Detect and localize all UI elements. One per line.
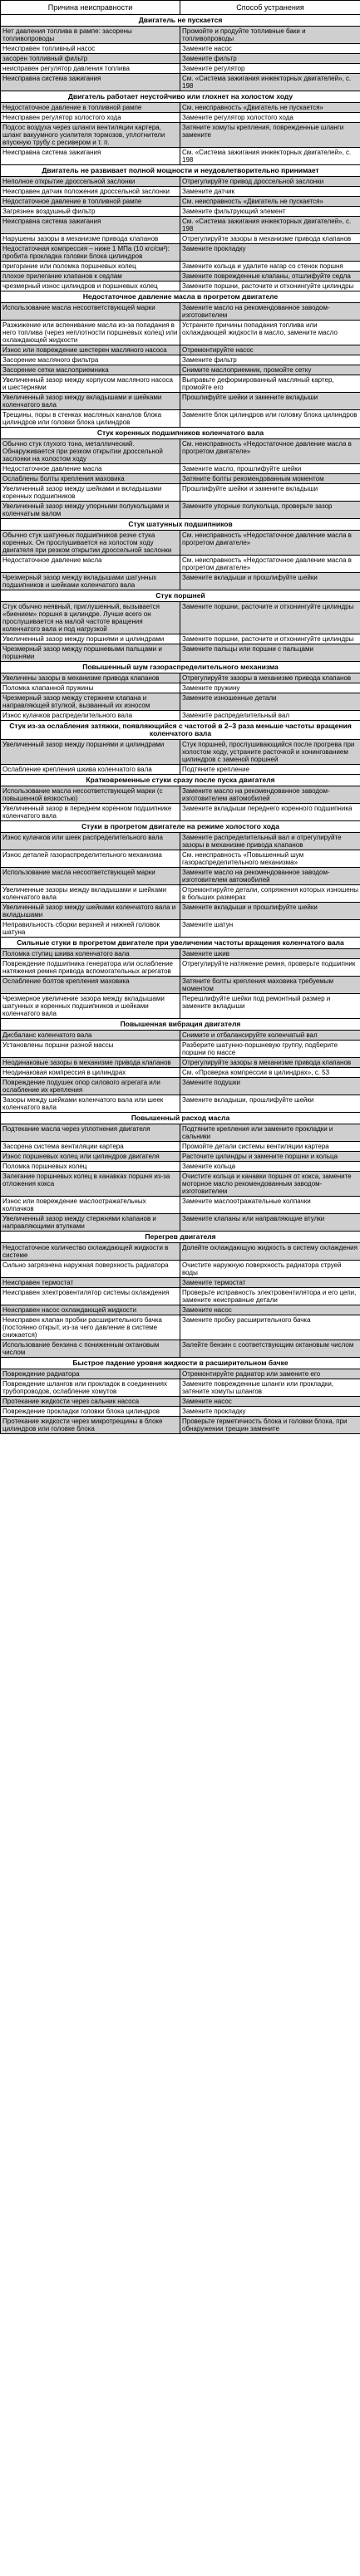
cause-cell: Неисправна система зажигания — [1, 148, 180, 165]
cause-cell: Сильно загрязнена наружная поверхность радиатора — [1, 1261, 180, 1278]
section-heading: Повышенный расход масла — [1, 1113, 360, 1124]
section-heading-row — [1, 821, 360, 833]
cause-cell: Увеличенный зазор между шейками коленчатого вала и вкладышами — [1, 903, 180, 920]
fix-cell: Прошлифуйте шейки и замените вкладыши — [180, 393, 360, 410]
table-row — [1, 44, 360, 54]
cause-cell: Увеличенные зазоры между вкладышами и шейками коленчатого вала — [1, 885, 180, 903]
section-heading-row — [1, 1019, 360, 1031]
section-heading-row — [1, 165, 360, 177]
cause-cell: Увеличенный зазор между корпусом масляного насоса и шестернями — [1, 375, 180, 393]
table-row — [1, 1172, 360, 1197]
table-row — [1, 321, 360, 345]
fix-cell: Прошлифуйте шейки и замените вкладыши — [180, 484, 360, 502]
table-row — [1, 103, 360, 113]
table-row — [1, 1197, 360, 1214]
fix-cell: Замените подушки — [180, 1078, 360, 1095]
table-row — [1, 207, 360, 217]
cause-cell: Недостаточное количество охлаждающей жидкости в системе — [1, 1243, 180, 1261]
table-row — [1, 1095, 360, 1113]
fix-cell: Затяните болты крепления маховика требуемым моментом — [180, 977, 360, 994]
table-row — [1, 262, 360, 272]
table-row — [1, 1124, 360, 1142]
cause-cell: Недостаточное давление масла — [1, 556, 180, 573]
fix-cell: Залейте бензин с соответствующим октановым числом — [180, 1340, 360, 1358]
table-row — [1, 345, 360, 355]
cause-cell: Ослабление болтов крепления маховика — [1, 977, 180, 994]
table-row — [1, 244, 360, 262]
cause-cell: Использование масла несоответствующей марки (с повышенной вязкостью) — [1, 786, 180, 804]
cause-cell: Стук обычно неявный, приглушенный, вызывается «биением» поршня в цилиндре. Лучше всего он прослушивается на малой частоте вращения коленчатого вала и под нагрузкой — [1, 602, 180, 634]
cause-cell: Неисправен электровентилятор системы охлаждения — [1, 1288, 180, 1305]
table-row — [1, 903, 360, 920]
table-row — [1, 1379, 360, 1397]
fix-cell: Очистите кольца и канавки поршня от кокса, замените моторное масло рекомендованным заводом-изготовителем — [180, 1172, 360, 1197]
table-row — [1, 410, 360, 428]
table-row — [1, 1278, 360, 1288]
table-row — [1, 1261, 360, 1278]
fix-cell: См. неисправность «Повышенный шум газораспределительного механизма» — [180, 850, 360, 868]
table-row — [1, 217, 360, 234]
fix-cell: Затяните хомуты крепления, поврежденные шланги замените — [180, 123, 360, 148]
fix-cell: Замените вкладыши, прошлифуйте шейки — [180, 1095, 360, 1113]
table-row — [1, 1417, 360, 1434]
fix-cell: См. неисправность «Двигатель не пускается» — [180, 197, 360, 207]
cause-cell: Неисправен клапан пробки расширительного бачка (постоянно открыт, из-за чего давление в системе снижается) — [1, 1315, 180, 1340]
section-heading-row — [1, 519, 360, 531]
table-row — [1, 464, 360, 474]
table-row — [1, 1288, 360, 1305]
table-row — [1, 148, 360, 165]
cause-cell: Износ или повреждение маслоотражательных колпачков — [1, 1197, 180, 1214]
fix-cell: Замените прокладку — [180, 244, 360, 262]
cause-cell: засорен топливный фильтр — [1, 54, 180, 64]
fix-cell: Замените масло на рекомендованное заводом-изготовителем автомобилей — [180, 786, 360, 804]
table-row — [1, 1369, 360, 1379]
header-fix: Способ устранения — [180, 1, 360, 15]
table-row — [1, 177, 360, 187]
cause-cell: Поломка клапанной пружины — [1, 683, 180, 693]
cause-cell: Износ поршневых колец или цилиндров двигателя — [1, 1152, 180, 1162]
table-row — [1, 502, 360, 519]
fix-cell: Устраните причины попадания топлива или охлаждающей жидкости в масло, замените масло — [180, 321, 360, 345]
section-heading-row — [1, 1113, 360, 1124]
cause-cell: Увеличенный зазор между поршнями и цилиндрами — [1, 740, 180, 765]
table-body — [1, 15, 360, 1434]
cause-cell: Недостаточное давление масла — [1, 464, 180, 474]
fix-cell: Замените поршни, расточите и отхонингуйте цилиндры — [180, 634, 360, 644]
section-heading: Двигатель работает неустойчиво или глохнет на холостом ходу — [1, 91, 360, 103]
table-row — [1, 74, 360, 91]
table-row — [1, 272, 360, 282]
cause-cell: Увеличенный зазор между стержнями клапанов и направляющими втулками — [1, 1214, 180, 1232]
fix-cell: Промойте и продуйте топливные баки и топливопроводы — [180, 27, 360, 44]
fix-cell: Замените шкив — [180, 949, 360, 959]
cause-cell: Использование бензина с пониженным октановым числом — [1, 1340, 180, 1358]
table-row — [1, 786, 360, 804]
cause-cell: Неисправен термостат — [1, 1278, 180, 1288]
fix-cell: Отремонтируйте детали, сопряжения которых изношены в больших размерах — [180, 885, 360, 903]
cause-cell: Засорение сетки маслоприемника — [1, 365, 180, 375]
table-row — [1, 474, 360, 484]
fix-cell: Замените регулятор — [180, 64, 360, 74]
fix-cell: Стук поршней, прослушивающийся после прогрева при холостом ходу, устраните расточкой и хонингованием цилиндров с заменой поршней — [180, 740, 360, 765]
fix-cell: Проверьте герметичность блока и головки блока, при обнаружении трещин замените — [180, 1417, 360, 1434]
cause-cell: Износ или повреждение шестерен масляного насоса — [1, 345, 180, 355]
cause-cell: Увеличенный зазор между шейками и вкладышами коренных подшипников — [1, 484, 180, 502]
cause-cell: чрезмерный износ цилиндров и поршневых колец — [1, 282, 180, 291]
fix-cell: Замените прокладку — [180, 1407, 360, 1417]
cause-cell: Увеличенный зазор между поршнями и цилиндрами — [1, 634, 180, 644]
cause-cell: Износ кулачков распределительного вала — [1, 711, 180, 721]
section-heading: Недостаточное давление масла в прогретом двигателе — [1, 291, 360, 303]
fix-cell: Замените поршни, расточите и отхонингуйте цилиндры — [180, 282, 360, 291]
section-heading-row — [1, 590, 360, 602]
section-heading: Двигатель не развивает полной мощности и неудовлетворительно принимает — [1, 165, 360, 177]
cause-cell: Чрезмерный зазор между стержнем клапана и направляющей втулкой, вызванный их износом — [1, 693, 180, 711]
cause-cell: Залегание поршневых колец в канавках поршня из-за отложения кокса — [1, 1172, 180, 1197]
table-row — [1, 1305, 360, 1315]
cause-cell: Неполное открытие дроссельной заслонки — [1, 177, 180, 187]
cause-cell: Засорена система вентиляции картера — [1, 1142, 180, 1152]
cause-cell: Загрязнен воздушный фильтр — [1, 207, 180, 217]
cause-cell: Чрезмерный зазор между поршневыми пальцами и поршнями — [1, 644, 180, 662]
section-heading-row — [1, 938, 360, 949]
table-row — [1, 920, 360, 938]
cause-cell: Неисправен регулятор холостого хода — [1, 113, 180, 123]
table-row — [1, 683, 360, 693]
cause-cell: Чрезмерное увеличение зазора между вкладышами шатунных и коренных подшипников и шейками коленчатого вала — [1, 994, 180, 1019]
table-row — [1, 64, 360, 74]
fix-cell: Перешлифуйте шейки под ремонтный размер и замените вкладыши — [180, 994, 360, 1019]
fix-cell: Замените маслоотражательные колпачки — [180, 1197, 360, 1214]
fix-cell: Замените вкладыши переднего коренного подшипника — [180, 804, 360, 821]
cause-cell: Неодинаковые зазоры в механизме привода клапанов — [1, 1058, 180, 1068]
table-row — [1, 1152, 360, 1162]
cause-cell: Повреждение подушек опор силового агрегата или ослабление их крепления — [1, 1078, 180, 1095]
table-row — [1, 1068, 360, 1078]
fix-cell: Разберите шатунно-поршневую группу, подберите поршни по массе — [180, 1041, 360, 1058]
cause-cell: Трещины, поры в стенках масляных каналов блока цилиндров или головки блока цилиндров — [1, 410, 180, 428]
table-row — [1, 1142, 360, 1152]
cause-cell: Недостаточное давление в топливной рампе — [1, 197, 180, 207]
table-row — [1, 602, 360, 634]
cause-cell: Недостаточная компрессия – ниже 1 МПа (10 кгс/см²): пробита прокладка головки блока цилиндров — [1, 244, 180, 262]
table-row — [1, 1214, 360, 1232]
fix-cell: Замените фильтр — [180, 54, 360, 64]
fix-cell: Подтяните крепления или замените прокладки и сальники — [180, 1124, 360, 1142]
table-row — [1, 833, 360, 850]
table-row — [1, 303, 360, 321]
cause-cell: Засорение масляного фильтра — [1, 355, 180, 365]
section-heading-row — [1, 775, 360, 786]
cause-cell: Увеличенный зазор между вкладышами и шейками коленчатого вала — [1, 393, 180, 410]
fix-cell: Замените масло на рекомендованное заводом-изготовителем — [180, 303, 360, 321]
cause-cell: Протекание жидкости через микротрещины в блоке цилиндров или головке блока — [1, 1417, 180, 1434]
cause-cell: пригорание или поломка поршневых колец — [1, 262, 180, 272]
table-row — [1, 123, 360, 148]
fix-cell: См. неисправность «Двигатель не пускается» — [180, 103, 360, 113]
table-row — [1, 556, 360, 573]
fix-cell: Снимите и отбалансируйте коленчатый вал — [180, 1031, 360, 1041]
table-row — [1, 1397, 360, 1407]
fix-cell: Очистите наружную поверхность радиатора струей воды — [180, 1261, 360, 1278]
cause-cell: Установлены поршни разной массы — [1, 1041, 180, 1058]
table-row — [1, 393, 360, 410]
section-heading: Стук из-за ослабления затяжки, появляющийся с частотой в 2–3 раза меньше частоты вращения коленчатого вала — [1, 721, 360, 740]
fix-cell: Замените пальцы или поршни с пальцами — [180, 644, 360, 662]
cause-cell: Повреждение прокладки головки блока цилиндров — [1, 1407, 180, 1417]
cause-cell: Использование масла несоответствующей марки — [1, 868, 180, 885]
cause-cell: Неисправна система зажигания — [1, 74, 180, 91]
table-row — [1, 365, 360, 375]
cause-cell: Увеличены зазоры в механизме привода клапанов — [1, 673, 180, 683]
section-heading: Стук коренных подшипников коленчатого вала — [1, 428, 360, 439]
cause-cell: Использование масла несоответствующей марки — [1, 303, 180, 321]
section-heading: Кратковременные стуки сразу после пуска двигателя — [1, 775, 360, 786]
section-heading: Сильные стуки в прогретом двигателе при увеличении частоты вращения коленчатого вала — [1, 938, 360, 949]
fix-cell: См. «Система зажигания инжекторных двигателей», с. 198 — [180, 148, 360, 165]
table-row — [1, 868, 360, 885]
section-heading: Перегрев двигателя — [1, 1232, 360, 1243]
fix-cell: Замените изношенные детали — [180, 693, 360, 711]
table-row — [1, 765, 360, 775]
cause-cell: Зазоры между шейками коленчатого вала или шеек коленчатого вала — [1, 1095, 180, 1113]
cause-cell: Ослаблены болты крепления маховика — [1, 474, 180, 484]
table-row — [1, 531, 360, 556]
fix-cell: Замените упорные полукольца, проверьте зазор — [180, 502, 360, 519]
table-row — [1, 977, 360, 994]
section-heading-row — [1, 1232, 360, 1243]
cause-cell: Неисправен насос охлаждающей жидкости — [1, 1305, 180, 1315]
fix-cell: См. «Система зажигания инжекторных двигателей», с. 198 — [180, 74, 360, 91]
section-heading-row — [1, 1358, 360, 1369]
section-heading: Повышенная вибрация двигателя — [1, 1019, 360, 1031]
section-heading: Быстрое падение уровня жидкости в расширительном бачке — [1, 1358, 360, 1369]
table-row — [1, 949, 360, 959]
table-row — [1, 197, 360, 207]
table-row — [1, 355, 360, 365]
cause-cell: Увеличенный зазор между упорными полукольцами и коленчатым валом — [1, 502, 180, 519]
table-row — [1, 850, 360, 868]
fix-cell: Замените фильтр — [180, 355, 360, 365]
table-row — [1, 634, 360, 644]
table-row — [1, 740, 360, 765]
table-row — [1, 804, 360, 821]
fix-cell: Проверьте исправность электровентилятора и его цепи, замените неисправные детали — [180, 1288, 360, 1305]
fix-cell: Замените распределительный вал — [180, 711, 360, 721]
table-row — [1, 994, 360, 1019]
fix-cell: Замените пружину — [180, 683, 360, 693]
fix-cell: Замените поршни, расточите и отхонингуйте цилиндры — [180, 602, 360, 634]
fix-cell: Замените датчик — [180, 187, 360, 197]
fix-cell: Отремонтируйте радиатор или замените его — [180, 1369, 360, 1379]
fix-cell: Долейте охлаждающую жидкость в систему охлаждения — [180, 1243, 360, 1261]
cause-cell: Увеличенный зазор в переднем коренном подшипнике коленчатого вала — [1, 804, 180, 821]
section-heading: Стук шатунных подшипников — [1, 519, 360, 531]
fix-cell: Замените кольца и удалите нагар со стенок поршня — [180, 262, 360, 272]
fix-cell: Замените вкладыши и прошлифуйте шейки — [180, 903, 360, 920]
fix-cell: Замените регулятор холостого хода — [180, 113, 360, 123]
fix-cell: См. «Проверка компрессии в цилиндрах», с. 53 — [180, 1068, 360, 1078]
cause-cell: Протекание жидкости через сальник насоса — [1, 1397, 180, 1407]
cause-cell: Нарушены зазоры в механизме привода клапанов — [1, 234, 180, 244]
table-row — [1, 1162, 360, 1172]
table-row — [1, 1340, 360, 1358]
table-row — [1, 959, 360, 977]
fix-cell: Расточите цилиндры и замените поршни и кольца — [180, 1152, 360, 1162]
fix-cell: Подтяните крепление — [180, 765, 360, 775]
cause-cell: Нет давления топлива в рампе: засорены топливопроводы — [1, 27, 180, 44]
cause-cell: Дисбаланс коленчатого вала — [1, 1031, 180, 1041]
cause-cell: Неисправен топливный насос — [1, 44, 180, 54]
table-row — [1, 711, 360, 721]
cause-cell: Подсос воздуха через шланги вентиляции картера, шланг вакуумного усилителя тормозов, уплотнители впускную трубу с ресивером и т. п. — [1, 123, 180, 148]
cause-cell: Поломка ступиц шкива коленчатого вала — [1, 949, 180, 959]
table-row — [1, 573, 360, 590]
section-heading: Стук поршней — [1, 590, 360, 602]
section-heading-row — [1, 15, 360, 27]
table-row — [1, 439, 360, 464]
fix-cell: Замените масло на рекомендованное заводом-изготовителем автомобилей — [180, 868, 360, 885]
section-heading-row — [1, 91, 360, 103]
table-row — [1, 693, 360, 711]
cause-cell: Неправильность сборки верхней и нижней головок шатуна — [1, 920, 180, 938]
cause-cell: Неисправен датчик положения дроссельной заслонки — [1, 187, 180, 197]
table-row — [1, 27, 360, 44]
cause-cell: Подтекание масла через уплотнения двигателя — [1, 1124, 180, 1142]
table-row — [1, 113, 360, 123]
section-heading: Стуки в прогретом двигателе на режиме холостого хода — [1, 821, 360, 833]
table-row — [1, 187, 360, 197]
fix-cell: См. неисправность «Недостаточное давление масла в прогретом двигателе» — [180, 439, 360, 464]
fix-cell: Замените распределительный вал и отрегулируйте зазоры в механизме привода клапанов — [180, 833, 360, 850]
cause-cell: Повреждение подшипника генератора или ослабление натяжения ремня привода вспомогательных агрегатов — [1, 959, 180, 977]
table-row — [1, 1315, 360, 1340]
cause-cell: Неисправна система зажигания — [1, 217, 180, 234]
cause-cell: Поломка поршневых колец — [1, 1162, 180, 1172]
table-row — [1, 1407, 360, 1417]
cause-cell: Неодинаковая компрессия в цилиндрах — [1, 1068, 180, 1078]
table-row — [1, 885, 360, 903]
cause-cell: Износ кулачков или шеек распределительного вала — [1, 833, 180, 850]
fix-cell: Отрегулируйте зазоры в механизме привода клапанов — [180, 673, 360, 683]
fix-cell: Замените насос — [180, 44, 360, 54]
section-heading: Повышенный шум газораспределительного механизма — [1, 662, 360, 673]
fix-cell: Замените пробку расширительного бачка — [180, 1315, 360, 1340]
fix-cell: Замените насос — [180, 1305, 360, 1315]
cause-cell: Повреждение радиатора — [1, 1369, 180, 1379]
fix-cell: Замените клапаны или направляющие втулки — [180, 1214, 360, 1232]
fix-cell: Отремонтируйте насос — [180, 345, 360, 355]
fix-cell: Замените шатун — [180, 920, 360, 938]
table-header-row — [1, 1, 360, 15]
fix-cell: См. неисправность «Недостаточное давление масла в прогретом двигателе» — [180, 531, 360, 556]
table-row — [1, 54, 360, 64]
table-row — [1, 1031, 360, 1041]
header-cause: Причина неисправности — [1, 1, 180, 15]
cause-cell: плохое прилегание клапанов к седлам — [1, 272, 180, 282]
section-heading: Двигатель не пускается — [1, 15, 360, 27]
table-row — [1, 673, 360, 683]
fix-cell: Замените масло, прошлифуйте шейки — [180, 464, 360, 474]
fix-cell: Замените кольца — [180, 1162, 360, 1172]
fix-cell: См. «Система зажигания инжекторных двигателей», с. 198 — [180, 217, 360, 234]
cause-cell: Недостаточное давление в топливной рампе — [1, 103, 180, 113]
fix-cell: Промойте детали системы вентиляции картера — [180, 1142, 360, 1152]
fix-cell: Замените вкладыши и прошлифуйте шейки — [180, 573, 360, 590]
cause-cell: Разжижение или вспенивание масла из-за попадания в него топлива (через неплотности поршневых колец) или охлаждающей жидкости — [1, 321, 180, 345]
fix-cell: Выправьте деформированный масляный картер, промойте его — [180, 375, 360, 393]
table-row — [1, 484, 360, 502]
fix-cell: Замените насос — [180, 1397, 360, 1407]
cause-cell: Ослабление крепления шкива коленчатого вала — [1, 765, 180, 775]
fix-cell: Замените блок цилиндров или головку блока цилиндров — [180, 410, 360, 428]
cause-cell: Повреждение шлангов или прокладок в соединениях трубопроводов, ослабление хомутов — [1, 1379, 180, 1397]
fix-cell: Отрегулируйте зазоры в механизме привода клапанов — [180, 234, 360, 244]
section-heading-row — [1, 291, 360, 303]
fix-cell: Замените фильтрующий элемент — [180, 207, 360, 217]
table-row — [1, 1078, 360, 1095]
fix-cell: Замените поврежденные шланги или прокладки, затяните хомуты шлангов — [180, 1379, 360, 1397]
cause-cell: Чрезмерный зазор между вкладышами шатунных подшипников и шейками коленчатого вала — [1, 573, 180, 590]
cause-cell: неисправен регулятор давления топлива — [1, 64, 180, 74]
fix-cell: Отрегулируйте натяжение ремня, проверьте подшипник — [180, 959, 360, 977]
table-row — [1, 1058, 360, 1068]
section-heading-row — [1, 428, 360, 439]
section-heading-row — [1, 721, 360, 740]
table-row — [1, 375, 360, 393]
table-row — [1, 644, 360, 662]
cause-cell: Износ деталей газораспределительного механизма — [1, 850, 180, 868]
table-row — [1, 1041, 360, 1058]
fix-cell: Отрегулируйте зазоры в механизме привода клапанов — [180, 1058, 360, 1068]
section-heading-row — [1, 662, 360, 673]
fix-cell: Замените термостат — [180, 1278, 360, 1288]
cause-cell: Обычно стук шатунных подшипников резче стука коренных. Он прослушивается на холостом ходу двигателя при резком открытии дроссельной заслонки — [1, 531, 180, 556]
table-row — [1, 282, 360, 291]
fix-cell: Отрегулируйте привод дроссельной заслонки — [180, 177, 360, 187]
fix-cell: См. неисправность «Недостаточное давление масла в прогретом двигателе» — [180, 556, 360, 573]
fix-cell: Замените поврежденные клапаны, отшлифуйте седла — [180, 272, 360, 282]
fix-cell: Снимите маслоприемник, промойте сетку — [180, 365, 360, 375]
table-row — [1, 1243, 360, 1261]
cause-cell: Обычно стук глухого тона, металлический. Обнаруживается при резком открытии дроссельной заслонки на холостом ходу — [1, 439, 180, 464]
fix-cell: Затяните болты рекомендованным моментом — [180, 474, 360, 484]
table-row — [1, 234, 360, 244]
